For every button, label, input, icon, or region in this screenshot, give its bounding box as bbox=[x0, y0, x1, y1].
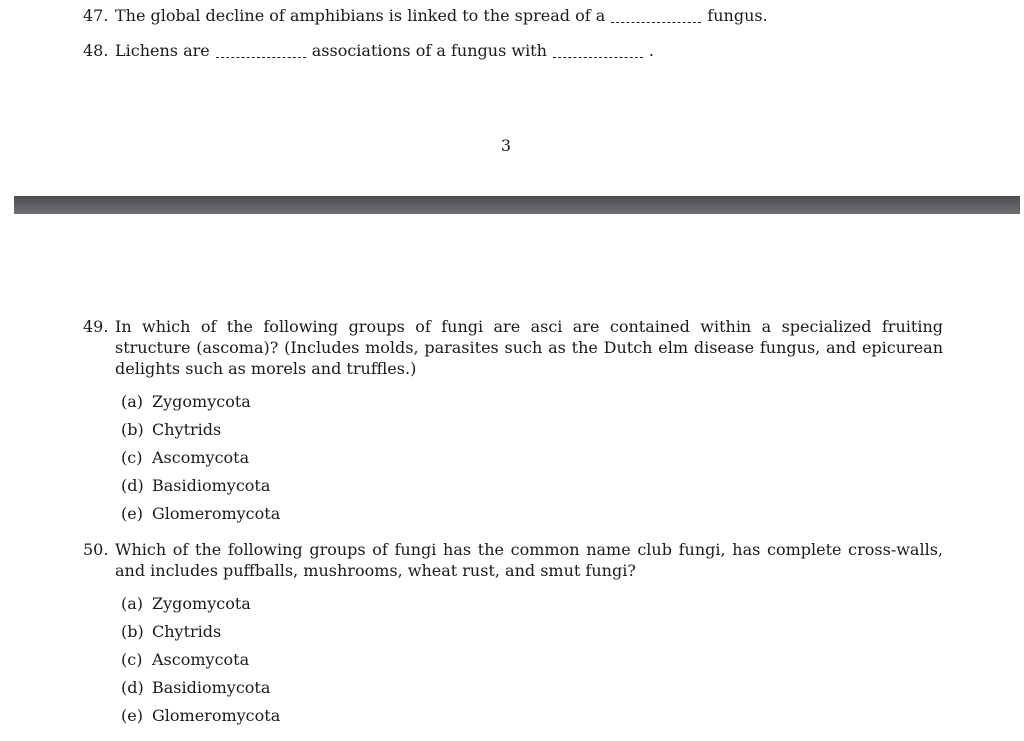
answer-option bbox=[121, 416, 280, 444]
option-label: (a) bbox=[121, 594, 144, 613]
question-text: The global decline of amphibians is linked to the spread of a bbox=[115, 6, 606, 25]
option-text: Chytrids bbox=[152, 420, 222, 439]
option-label: (e) bbox=[121, 504, 143, 523]
page-separator bbox=[14, 196, 1020, 214]
question-49 bbox=[83, 316, 943, 379]
option-text: Basidiomycota bbox=[152, 678, 271, 697]
question-number: 47. bbox=[83, 6, 109, 25]
option-label: (a) bbox=[121, 392, 144, 411]
option-label: (d) bbox=[121, 678, 144, 697]
option-label: (c) bbox=[121, 448, 143, 467]
answer-option bbox=[121, 472, 280, 500]
page-number: 3 bbox=[500, 136, 512, 155]
answer-option bbox=[121, 500, 280, 528]
answer-option bbox=[121, 618, 280, 646]
fill-in-blank bbox=[553, 55, 643, 58]
answer-option bbox=[121, 702, 280, 730]
question-number: 48. bbox=[83, 41, 109, 60]
option-text: Chytrids bbox=[152, 622, 222, 641]
answer-option bbox=[121, 646, 280, 674]
option-text: Zygomycota bbox=[152, 594, 251, 613]
option-text: Basidiomycota bbox=[152, 476, 271, 495]
fill-in-blank bbox=[216, 55, 306, 58]
question-text: . bbox=[648, 41, 655, 60]
question-text: In which of the following groups of fungi are asci are contained within a specialized fruiting structure (ascoma)? (Includes molds, parasites such as the Dutch elm disease fungus, and epicurean delights such as morels and truffles.) bbox=[115, 317, 943, 378]
page-3 bbox=[0, 0, 1024, 196]
question-text: associations of a fungus with bbox=[311, 41, 547, 60]
question-48 bbox=[83, 41, 654, 61]
option-label: (d) bbox=[121, 476, 144, 495]
question-text: Which of the following groups of fungi has the common name club fungi, has complete cross-walls, and includes puffballs, mushrooms, wheat rust, and smut fungi? bbox=[115, 540, 943, 580]
question-47 bbox=[83, 6, 768, 26]
option-label: (b) bbox=[121, 622, 144, 641]
answer-option bbox=[121, 444, 280, 472]
question-text: fungus. bbox=[707, 6, 768, 25]
answer-option bbox=[121, 674, 280, 702]
option-text: Glomeromycota bbox=[152, 504, 281, 523]
answer-options-50 bbox=[121, 590, 280, 730]
option-label: (c) bbox=[121, 650, 143, 669]
option-text: Ascomycota bbox=[152, 650, 250, 669]
option-text: Zygomycota bbox=[152, 392, 251, 411]
question-text: Lichens are bbox=[115, 41, 210, 60]
option-label: (b) bbox=[121, 420, 144, 439]
fill-in-blank bbox=[611, 20, 701, 23]
question-50 bbox=[83, 539, 943, 581]
option-text: Ascomycota bbox=[152, 448, 250, 467]
question-number: 49. bbox=[83, 317, 109, 336]
answer-options-49 bbox=[121, 388, 280, 528]
answer-option bbox=[121, 388, 280, 416]
question-number: 50. bbox=[83, 540, 109, 559]
option-text: Glomeromycota bbox=[152, 706, 281, 725]
option-label: (e) bbox=[121, 706, 143, 725]
answer-option bbox=[121, 590, 280, 618]
